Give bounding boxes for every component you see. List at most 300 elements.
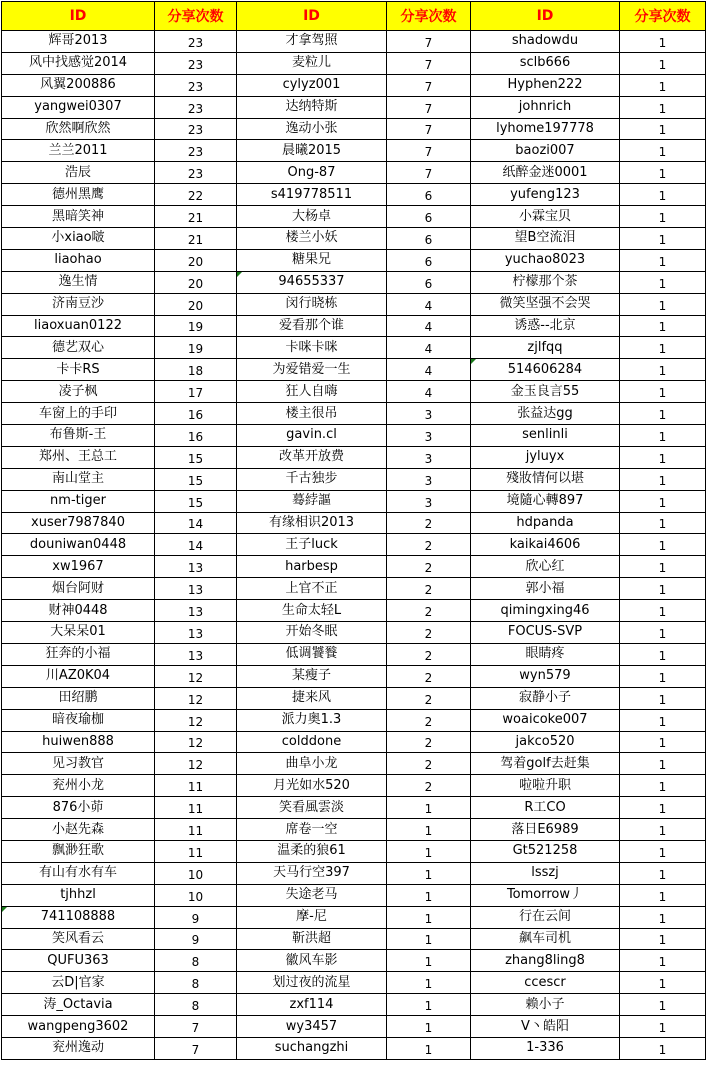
share-count-cell: 3 xyxy=(387,425,471,447)
share-count-cell: 16 xyxy=(155,425,237,447)
user-id-cell: yuchao8023 xyxy=(471,249,620,271)
share-count-cell: 4 xyxy=(387,381,471,403)
share-count-cell: 2 xyxy=(387,534,471,556)
share-count-cell: 4 xyxy=(387,359,471,381)
user-id-cell: 月光如水520 xyxy=(237,775,387,797)
share-count-cell: 14 xyxy=(155,512,237,534)
share-count-cell: 1 xyxy=(620,775,706,797)
user-id-cell: 川AZ0K04 xyxy=(2,665,155,687)
user-id-cell: 飙车司机 xyxy=(471,928,620,950)
share-count-cell: 1 xyxy=(620,534,706,556)
user-id-cell: 失途老马 xyxy=(237,884,387,906)
table-row xyxy=(2,884,706,906)
share-count-cell: 15 xyxy=(155,468,237,490)
user-id-cell: liaohao xyxy=(2,249,155,271)
user-id-cell: harbesp xyxy=(237,556,387,578)
header-id-1: ID xyxy=(2,2,155,31)
user-id-cell: 温柔的狼61 xyxy=(237,840,387,862)
user-id-cell: 诱惑--北京 xyxy=(471,315,620,337)
share-count-cell: 13 xyxy=(155,556,237,578)
user-id-cell: shadowdu xyxy=(471,31,620,53)
table-row xyxy=(2,1016,706,1038)
share-count-cell: 1 xyxy=(620,74,706,96)
share-count-cell: 1 xyxy=(620,950,706,972)
user-id-cell: 涛_Octavia xyxy=(2,994,155,1016)
user-id-cell: 捷来风 xyxy=(237,687,387,709)
user-id-cell: colddone xyxy=(237,731,387,753)
share-count-cell: 7 xyxy=(155,1037,237,1059)
share-count-cell: 3 xyxy=(387,446,471,468)
share-count-cell: 1 xyxy=(620,359,706,381)
table-row xyxy=(2,578,706,600)
header-share-count-1: 分享次数 xyxy=(155,2,237,31)
user-id-cell: 柠檬那个茶 xyxy=(471,271,620,293)
user-id-cell: 兖州小龙 xyxy=(2,775,155,797)
share-count-cell: 1 xyxy=(620,425,706,447)
user-id-cell: 殘妝情何以堪 xyxy=(471,468,620,490)
user-id-cell: 见习教官 xyxy=(2,753,155,775)
user-id-cell: 有山有水有车 xyxy=(2,862,155,884)
user-id-cell: 514606284 xyxy=(471,359,620,381)
user-id-cell: 麦粒儿 xyxy=(237,52,387,74)
share-count-cell: 17 xyxy=(155,381,237,403)
user-id-cell: 德艺双心 xyxy=(2,337,155,359)
user-id-cell: yufeng123 xyxy=(471,184,620,206)
user-id-cell: 上官不正 xyxy=(237,578,387,600)
share-count-cell: 3 xyxy=(387,490,471,512)
share-count-cell: 7 xyxy=(387,31,471,53)
share-count-cell: 6 xyxy=(387,249,471,271)
user-id-cell: Gt521258 xyxy=(471,840,620,862)
table-row xyxy=(2,315,706,337)
user-id-cell: 摩-尼 xyxy=(237,906,387,928)
share-count-cell: 1 xyxy=(620,797,706,819)
user-id-cell: 小xiao啵 xyxy=(2,228,155,250)
table-row xyxy=(2,512,706,534)
share-count-cell: 1 xyxy=(620,162,706,184)
user-id-cell: 浩辰 xyxy=(2,162,155,184)
share-count-cell: 7 xyxy=(155,1016,237,1038)
user-id-cell: 蓦綍謳 xyxy=(237,490,387,512)
share-count-cell: 2 xyxy=(387,622,471,644)
user-id-cell: jyluyx xyxy=(471,446,620,468)
share-count-cell: 2 xyxy=(387,753,471,775)
user-id-cell: kaikai4606 xyxy=(471,534,620,556)
share-count-cell: 1 xyxy=(620,381,706,403)
share-count-cell: 1 xyxy=(620,337,706,359)
table-row xyxy=(2,862,706,884)
user-id-cell: 云D|官家 xyxy=(2,972,155,994)
user-id-cell: 笑风看云 xyxy=(2,928,155,950)
share-count-cell: 1 xyxy=(620,687,706,709)
user-id-cell: 落日E6989 xyxy=(471,819,620,841)
share-count-cell: 1 xyxy=(620,446,706,468)
user-id-cell: s419778511 xyxy=(237,184,387,206)
user-id-cell: zhang8ling8 xyxy=(471,950,620,972)
user-id-cell: Ong-87 xyxy=(237,162,387,184)
user-id-cell: 王子luck xyxy=(237,534,387,556)
share-count-cell: 1 xyxy=(387,994,471,1016)
user-id-cell: 876小茆 xyxy=(2,797,155,819)
user-id-cell: lsszj xyxy=(471,862,620,884)
table-row xyxy=(2,446,706,468)
share-count-cell: 1 xyxy=(620,403,706,425)
share-count-cell: 1 xyxy=(620,556,706,578)
share-count-cell: 13 xyxy=(155,622,237,644)
user-id-cell: 郭小福 xyxy=(471,578,620,600)
share-count-cell: 23 xyxy=(155,74,237,96)
share-count-cell: 11 xyxy=(155,819,237,841)
user-id-cell: 小赵先森 xyxy=(2,819,155,841)
share-count-cell: 7 xyxy=(387,162,471,184)
share-count-cell: 10 xyxy=(155,884,237,906)
share-count-cell: 15 xyxy=(155,446,237,468)
user-id-cell: 财神0448 xyxy=(2,600,155,622)
user-id-cell: 1-336 xyxy=(471,1037,620,1059)
user-id-cell: 飘渺狂歌 xyxy=(2,840,155,862)
user-id-cell: 车窗上的手印 xyxy=(2,403,155,425)
user-id-cell: 低调饕餮 xyxy=(237,643,387,665)
table-row xyxy=(2,972,706,994)
user-id-cell: 糖果兄 xyxy=(237,249,387,271)
user-id-cell: sclb666 xyxy=(471,52,620,74)
table-row xyxy=(2,1037,706,1059)
user-id-cell: R工CO xyxy=(471,797,620,819)
share-count-cell: 2 xyxy=(387,709,471,731)
user-id-cell: 眼睛疼 xyxy=(471,643,620,665)
share-count-cell: 1 xyxy=(620,315,706,337)
user-id-cell: yangwei0307 xyxy=(2,96,155,118)
user-id-cell: 94655337 xyxy=(237,271,387,293)
share-count-cell: 1 xyxy=(387,819,471,841)
header-share-count-2: 分享次数 xyxy=(387,2,471,31)
share-count-cell: 7 xyxy=(387,118,471,140)
user-id-cell: 千古独步 xyxy=(237,468,387,490)
share-count-cell: 1 xyxy=(620,928,706,950)
share-count-cell: 1 xyxy=(620,96,706,118)
user-id-cell: liaoxuan0122 xyxy=(2,315,155,337)
share-count-cell: 1 xyxy=(620,206,706,228)
share-count-cell: 21 xyxy=(155,228,237,250)
share-count-cell: 1 xyxy=(620,731,706,753)
user-id-cell: hdpanda xyxy=(471,512,620,534)
user-id-cell: 境隨心轉897 xyxy=(471,490,620,512)
user-id-cell: johnrich xyxy=(471,96,620,118)
share-count-cell: 1 xyxy=(620,862,706,884)
share-count-cell: 8 xyxy=(155,994,237,1016)
user-id-cell: 济南豆沙 xyxy=(2,293,155,315)
user-id-cell: 布鲁斯-王 xyxy=(2,425,155,447)
share-count-cell: 1 xyxy=(620,840,706,862)
share-count-cell: 1 xyxy=(620,1016,706,1038)
share-count-cell: 13 xyxy=(155,643,237,665)
table-row xyxy=(2,556,706,578)
share-count-cell: 12 xyxy=(155,731,237,753)
share-count-cell: 1 xyxy=(387,906,471,928)
share-count-cell: 6 xyxy=(387,228,471,250)
table-row xyxy=(2,228,706,250)
share-count-cell: 1 xyxy=(620,118,706,140)
share-count-cell: 1 xyxy=(620,665,706,687)
share-count-table xyxy=(1,1,706,1060)
share-count-cell: 6 xyxy=(387,271,471,293)
share-count-cell: 1 xyxy=(387,950,471,972)
share-count-cell: 2 xyxy=(387,643,471,665)
user-id-cell: xw1967 xyxy=(2,556,155,578)
share-count-cell: 1 xyxy=(387,1016,471,1038)
share-count-cell: 1 xyxy=(620,972,706,994)
share-count-cell: 1 xyxy=(620,906,706,928)
user-id-cell: 逸动小张 xyxy=(237,118,387,140)
header-id-2: ID xyxy=(237,2,387,31)
user-id-cell: wangpeng3602 xyxy=(2,1016,155,1038)
user-id-cell: 天马行空397 xyxy=(237,862,387,884)
user-id-cell: 赖小子 xyxy=(471,994,620,1016)
user-id-cell: 黑暗笑神 xyxy=(2,206,155,228)
share-count-cell: 1 xyxy=(620,600,706,622)
user-id-cell: 大呆呆01 xyxy=(2,622,155,644)
share-count-cell: 3 xyxy=(387,468,471,490)
user-id-cell: 笑看風雲淡 xyxy=(237,797,387,819)
share-count-cell: 12 xyxy=(155,753,237,775)
share-count-cell: 1 xyxy=(620,140,706,162)
table-row xyxy=(2,709,706,731)
share-count-cell: 2 xyxy=(387,512,471,534)
share-count-cell: 1 xyxy=(387,884,471,906)
user-id-cell: 达纳特斯 xyxy=(237,96,387,118)
share-count-cell: 8 xyxy=(155,950,237,972)
user-id-cell: 小霖宝贝 xyxy=(471,206,620,228)
user-id-cell: baozi007 xyxy=(471,140,620,162)
share-count-cell: 7 xyxy=(387,74,471,96)
table-row xyxy=(2,31,706,53)
table-row xyxy=(2,950,706,972)
share-count-cell: 1 xyxy=(620,293,706,315)
share-count-cell: 1 xyxy=(620,490,706,512)
user-id-cell: 辉哥2013 xyxy=(2,31,155,53)
table-row xyxy=(2,534,706,556)
table-row xyxy=(2,184,706,206)
table-row xyxy=(2,687,706,709)
share-count-cell: 23 xyxy=(155,118,237,140)
user-id-cell: 楼兰小妖 xyxy=(237,228,387,250)
user-id-cell: 才拿驾照 xyxy=(237,31,387,53)
user-id-cell: 凌子枫 xyxy=(2,381,155,403)
share-count-cell: 13 xyxy=(155,600,237,622)
table-row xyxy=(2,840,706,862)
share-count-cell: 2 xyxy=(387,665,471,687)
user-id-cell: gavin.cl xyxy=(237,425,387,447)
share-count-cell: 2 xyxy=(387,687,471,709)
user-id-cell: xuser7987840 xyxy=(2,512,155,534)
share-count-cell: 23 xyxy=(155,162,237,184)
share-count-cell: 7 xyxy=(387,140,471,162)
user-id-cell: 南山堂主 xyxy=(2,468,155,490)
table-row xyxy=(2,162,706,184)
user-id-cell: 741108888 xyxy=(2,906,155,928)
share-count-cell: 2 xyxy=(387,731,471,753)
user-id-cell: 兖州逸动 xyxy=(2,1037,155,1059)
table-row xyxy=(2,622,706,644)
table-row xyxy=(2,600,706,622)
user-id-cell: 欣心红 xyxy=(471,556,620,578)
share-count-cell: 19 xyxy=(155,337,237,359)
table-row xyxy=(2,403,706,425)
user-id-cell: 行在云间 xyxy=(471,906,620,928)
share-count-cell: 1 xyxy=(620,994,706,1016)
user-id-cell: wy3457 xyxy=(237,1016,387,1038)
share-count-cell: 1 xyxy=(620,512,706,534)
share-count-cell: 23 xyxy=(155,31,237,53)
share-count-cell: 1 xyxy=(620,228,706,250)
share-count-cell: 1 xyxy=(620,819,706,841)
share-count-cell: 22 xyxy=(155,184,237,206)
table-row xyxy=(2,643,706,665)
user-id-cell: 划过夜的流星 xyxy=(237,972,387,994)
share-count-cell: 12 xyxy=(155,687,237,709)
share-count-cell: 1 xyxy=(620,753,706,775)
share-count-cell: 2 xyxy=(387,775,471,797)
table-body xyxy=(2,31,706,1060)
user-id-cell: 闵行晓栋 xyxy=(237,293,387,315)
user-id-cell: 德州黑鹰 xyxy=(2,184,155,206)
table-row xyxy=(2,206,706,228)
share-count-cell: 1 xyxy=(620,622,706,644)
user-id-cell: 席卷一空 xyxy=(237,819,387,841)
user-id-cell: 金玉良言55 xyxy=(471,381,620,403)
share-count-cell: 8 xyxy=(155,972,237,994)
share-count-cell: 4 xyxy=(387,293,471,315)
user-id-cell: 张益达gg xyxy=(471,403,620,425)
share-count-cell: 23 xyxy=(155,96,237,118)
share-count-cell: 23 xyxy=(155,140,237,162)
user-id-cell: 风中找感觉2014 xyxy=(2,52,155,74)
share-count-cell: 1 xyxy=(620,271,706,293)
table-row xyxy=(2,293,706,315)
share-count-cell: 2 xyxy=(387,556,471,578)
user-id-cell: 楼主很吊 xyxy=(237,403,387,425)
header-share-count-3: 分享次数 xyxy=(620,2,706,31)
table-row xyxy=(2,140,706,162)
user-id-cell: 有缘相识2013 xyxy=(237,512,387,534)
user-id-cell: 啦啦升职 xyxy=(471,775,620,797)
table-row xyxy=(2,928,706,950)
share-count-cell: 1 xyxy=(620,52,706,74)
user-id-cell: 曲阜小龙 xyxy=(237,753,387,775)
user-id-cell: Hyphen222 xyxy=(471,74,620,96)
share-count-cell: 9 xyxy=(155,928,237,950)
share-count-cell: 4 xyxy=(387,337,471,359)
share-count-cell: 18 xyxy=(155,359,237,381)
user-id-cell: woaicoke007 xyxy=(471,709,620,731)
user-id-cell: zjlfqq xyxy=(471,337,620,359)
user-id-cell: cylyz001 xyxy=(237,74,387,96)
share-count-cell: 9 xyxy=(155,906,237,928)
user-id-cell: ccescr xyxy=(471,972,620,994)
table-row xyxy=(2,337,706,359)
share-count-cell: 12 xyxy=(155,709,237,731)
share-count-cell: 2 xyxy=(387,578,471,600)
user-id-cell: 卡卡RS xyxy=(2,359,155,381)
user-id-cell: 徽风车影 xyxy=(237,950,387,972)
share-count-cell: 20 xyxy=(155,293,237,315)
table-row xyxy=(2,52,706,74)
user-id-cell: wyn579 xyxy=(471,665,620,687)
share-count-cell: 1 xyxy=(620,643,706,665)
table-row xyxy=(2,468,706,490)
user-id-cell: qimingxing46 xyxy=(471,600,620,622)
table-row xyxy=(2,425,706,447)
user-id-cell: 田绍鹏 xyxy=(2,687,155,709)
share-count-cell: 11 xyxy=(155,840,237,862)
share-count-cell: 1 xyxy=(387,972,471,994)
share-count-cell: 14 xyxy=(155,534,237,556)
share-count-cell: 1 xyxy=(620,1037,706,1059)
share-count-cell: 1 xyxy=(620,31,706,53)
share-count-cell: 1 xyxy=(387,840,471,862)
table-row xyxy=(2,74,706,96)
table-row xyxy=(2,118,706,140)
share-count-cell: 4 xyxy=(387,315,471,337)
share-count-cell: 1 xyxy=(620,578,706,600)
table-row xyxy=(2,271,706,293)
table-row xyxy=(2,731,706,753)
user-id-cell: 某瘦子 xyxy=(237,665,387,687)
table-row xyxy=(2,359,706,381)
user-id-cell: 纸醉金迷0001 xyxy=(471,162,620,184)
share-count-cell: 6 xyxy=(387,184,471,206)
share-count-cell: 7 xyxy=(387,52,471,74)
table-row xyxy=(2,994,706,1016)
share-count-cell: 12 xyxy=(155,665,237,687)
user-id-cell: 逸生情 xyxy=(2,271,155,293)
share-count-cell: 1 xyxy=(620,709,706,731)
share-count-cell: 13 xyxy=(155,578,237,600)
share-count-cell: 1 xyxy=(387,797,471,819)
share-count-cell: 1 xyxy=(387,1037,471,1059)
share-count-cell: 2 xyxy=(387,600,471,622)
user-id-cell: 狂人自嗨 xyxy=(237,381,387,403)
table-row xyxy=(2,775,706,797)
table-row xyxy=(2,819,706,841)
table-row xyxy=(2,665,706,687)
user-id-cell: 驾着golf去赶集 xyxy=(471,753,620,775)
user-id-cell: 改革开放费 xyxy=(237,446,387,468)
user-id-cell: V丶皓阳 xyxy=(471,1016,620,1038)
user-id-cell: lyhome197778 xyxy=(471,118,620,140)
user-id-cell: 寂静小子 xyxy=(471,687,620,709)
user-id-cell: 兰兰2011 xyxy=(2,140,155,162)
user-id-cell: 生命太轻L xyxy=(237,600,387,622)
user-id-cell: 开始冬眠 xyxy=(237,622,387,644)
user-id-cell: 狂奔的小福 xyxy=(2,643,155,665)
share-count-cell: 1 xyxy=(387,928,471,950)
user-id-cell: tjhhzl xyxy=(2,884,155,906)
user-id-cell: 晨曦2015 xyxy=(237,140,387,162)
share-count-cell: 20 xyxy=(155,271,237,293)
user-id-cell: huiwen888 xyxy=(2,731,155,753)
user-id-cell: 烟台阿财 xyxy=(2,578,155,600)
user-id-cell: 暗夜瑜枷 xyxy=(2,709,155,731)
table-row xyxy=(2,96,706,118)
header-id-3: ID xyxy=(471,2,620,31)
share-count-cell: 7 xyxy=(387,96,471,118)
share-count-cell: 1 xyxy=(620,249,706,271)
user-id-cell: FOCUS-SVP xyxy=(471,622,620,644)
user-id-cell: nm-tiger xyxy=(2,490,155,512)
user-id-cell: 靳洪超 xyxy=(237,928,387,950)
table-row xyxy=(2,906,706,928)
